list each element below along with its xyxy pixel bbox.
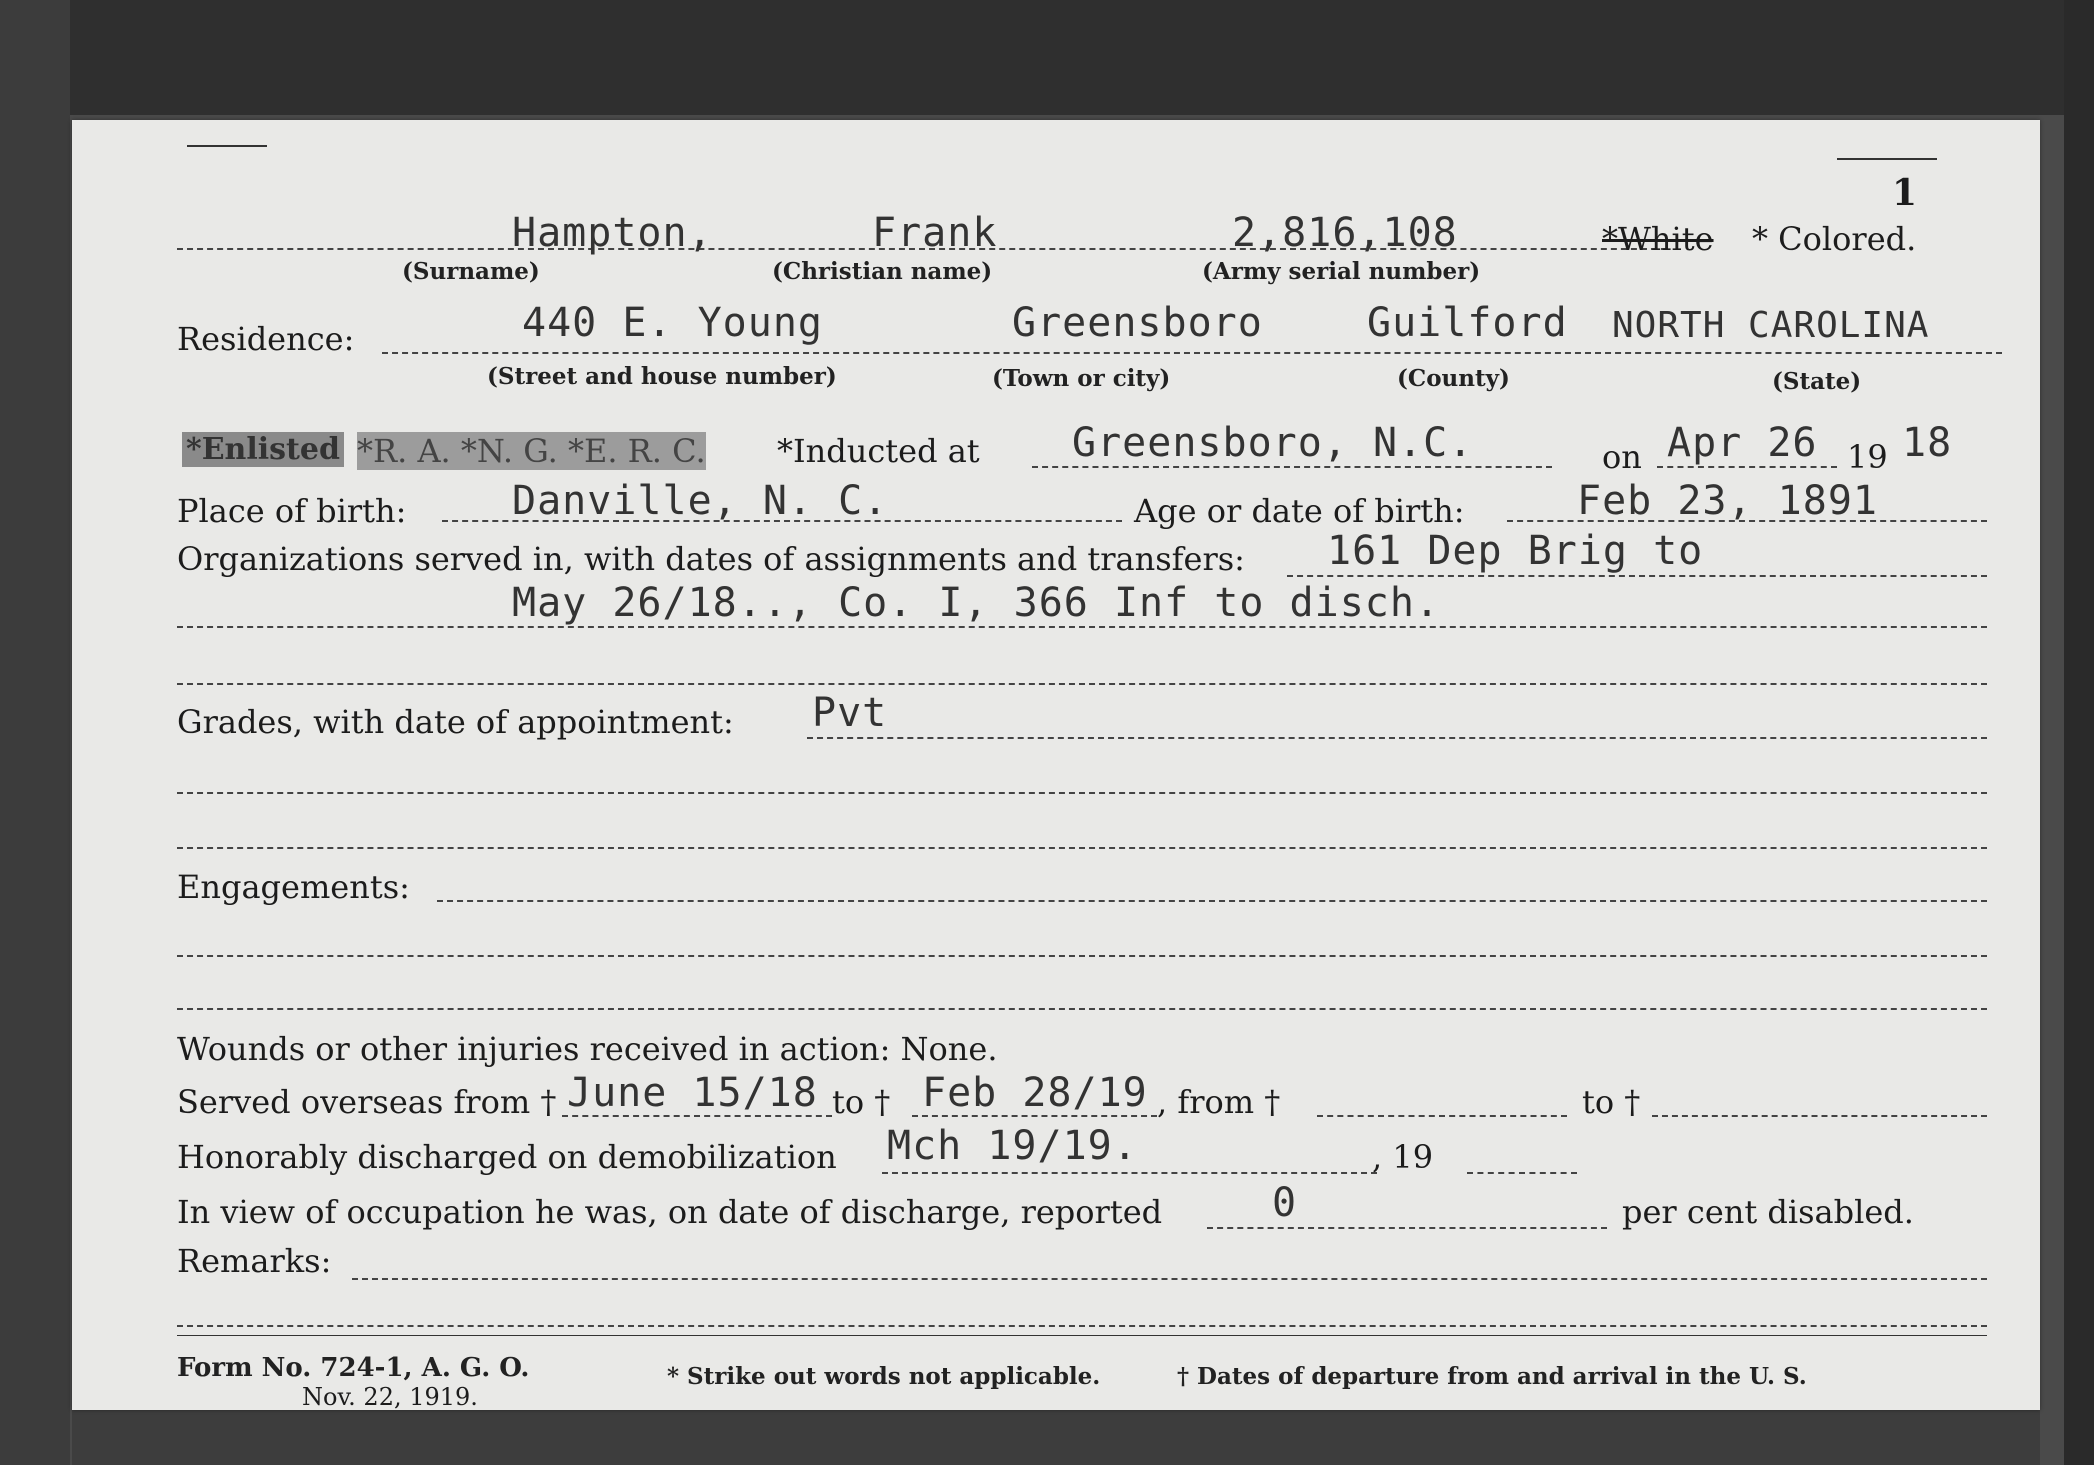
disability-label: In view of occupation he was, on date of discharge, reported bbox=[177, 1193, 1163, 1231]
state-caption: (State) bbox=[1772, 368, 1862, 395]
year-prefix: 19 bbox=[1847, 438, 1888, 476]
street-caption: (Street and house number) bbox=[487, 363, 837, 390]
inducted-place-line bbox=[1032, 466, 1552, 468]
grades-line-3 bbox=[177, 847, 1987, 849]
colored-label: * Colored. bbox=[1752, 220, 1917, 258]
form-date: Nov. 22, 1919. bbox=[302, 1383, 478, 1411]
surname-caption: (Surname) bbox=[402, 258, 540, 285]
dates-note: † Dates of departure from and arrival in the U. S. bbox=[1177, 1363, 1807, 1390]
christian-name-caption: (Christian name) bbox=[772, 258, 993, 285]
scan-background-right bbox=[2064, 0, 2094, 1465]
overseas-from-date: June 15/18 bbox=[567, 1070, 818, 1116]
residence-county: Guilford bbox=[1367, 300, 1568, 346]
place-of-birth-value: Danville, N. C. bbox=[512, 478, 889, 524]
year-suffix: 18 bbox=[1902, 420, 1953, 466]
remarks-line-2 bbox=[177, 1325, 1987, 1327]
inducted-label: *Inducted at bbox=[777, 432, 980, 470]
place-of-birth-label: Place of birth: bbox=[177, 492, 407, 530]
inducted-date-line bbox=[1657, 466, 1837, 468]
wounds-label: Wounds or other injuries received in action: None. bbox=[177, 1030, 998, 1068]
residence-state: NORTH CAROLINA bbox=[1612, 305, 1930, 346]
serial-number-value: 2,816,108 bbox=[1232, 210, 1458, 256]
disability-suffix: per cent disabled. bbox=[1622, 1193, 1914, 1231]
grades-line-2 bbox=[177, 792, 1987, 794]
county-caption: (County) bbox=[1397, 365, 1510, 392]
corner-rule-right bbox=[1837, 158, 1937, 160]
overseas-to2-label: to † bbox=[1582, 1083, 1641, 1121]
grades-label: Grades, with date of appointment: bbox=[177, 703, 734, 741]
overseas-to2-line bbox=[1652, 1115, 1987, 1117]
discharge-date: Mch 19/19. bbox=[887, 1123, 1138, 1169]
strike-out-note: * Strike out words not applicable. bbox=[667, 1363, 1101, 1390]
serial-number-caption: (Army serial number) bbox=[1202, 258, 1481, 285]
discharge-year-label: , 19 bbox=[1372, 1138, 1434, 1176]
overseas-label: Served overseas from † bbox=[177, 1083, 557, 1121]
birth-date-value: Feb 23, 1891 bbox=[1577, 478, 1878, 524]
white-label: *White bbox=[1602, 220, 1714, 258]
on-label: on bbox=[1602, 438, 1642, 476]
inducted-date: Apr 26 bbox=[1667, 420, 1818, 466]
residence-label: Residence: bbox=[177, 320, 355, 358]
scan-background-bottom bbox=[72, 1410, 2040, 1465]
age-label: Age or date of birth: bbox=[1134, 492, 1465, 530]
disability-value: 0 bbox=[1272, 1180, 1298, 1226]
organizations-value-1: 161 Dep Brig to bbox=[1327, 528, 1704, 574]
enlisted-label: *Enlisted bbox=[182, 432, 344, 467]
service-record-card bbox=[72, 120, 2040, 1410]
discharge-year-line bbox=[1467, 1172, 1577, 1174]
footer-rule bbox=[177, 1335, 1987, 1336]
scan-background-top bbox=[0, 0, 2094, 115]
surname-value: Hampton, bbox=[512, 210, 713, 256]
engagements-label: Engagements: bbox=[177, 868, 410, 906]
corner-rule-left bbox=[187, 145, 267, 147]
discharge-line bbox=[882, 1172, 1377, 1174]
scan-background-left bbox=[0, 0, 70, 1465]
inducted-place: Greensboro, N.C. bbox=[1072, 420, 1474, 466]
form-number: Form No. 724-1, A. G. O. bbox=[177, 1353, 530, 1383]
overseas-from2-label: , from † bbox=[1157, 1083, 1281, 1121]
residence-town: Greensboro bbox=[1012, 300, 1263, 346]
service-categories: *R. A. *N. G. *E. R. C. bbox=[357, 432, 706, 470]
discharge-label: Honorably discharged on demobilization bbox=[177, 1138, 837, 1176]
christian-name-value: Frank bbox=[872, 210, 998, 256]
organizations-value-2: May 26/18.., Co. I, 366 Inf to disch. bbox=[512, 580, 1441, 626]
remarks-line-1 bbox=[352, 1278, 1987, 1280]
organizations-line-3 bbox=[177, 683, 1987, 685]
organizations-line-1 bbox=[1287, 575, 1987, 577]
engagements-line-2 bbox=[177, 955, 1987, 957]
overseas-from2-line bbox=[1317, 1115, 1567, 1117]
grades-line-1 bbox=[807, 737, 1987, 739]
card-number: 1 bbox=[1892, 172, 1918, 214]
overseas-to-date: Feb 28/19 bbox=[922, 1070, 1148, 1116]
organizations-line-2 bbox=[177, 626, 1987, 628]
engagements-line-3 bbox=[177, 1008, 1987, 1010]
disability-line bbox=[1207, 1227, 1607, 1229]
grades-value: Pvt bbox=[812, 690, 888, 736]
remarks-label: Remarks: bbox=[177, 1242, 332, 1280]
residence-line bbox=[382, 352, 2002, 354]
residence-street: 440 E. Young bbox=[522, 300, 823, 346]
engagements-line-1 bbox=[437, 900, 1987, 902]
organizations-label: Organizations served in, with dates of assignments and transfers: bbox=[177, 540, 1245, 578]
town-caption: (Town or city) bbox=[992, 365, 1171, 392]
overseas-to-label: to † bbox=[832, 1083, 891, 1121]
